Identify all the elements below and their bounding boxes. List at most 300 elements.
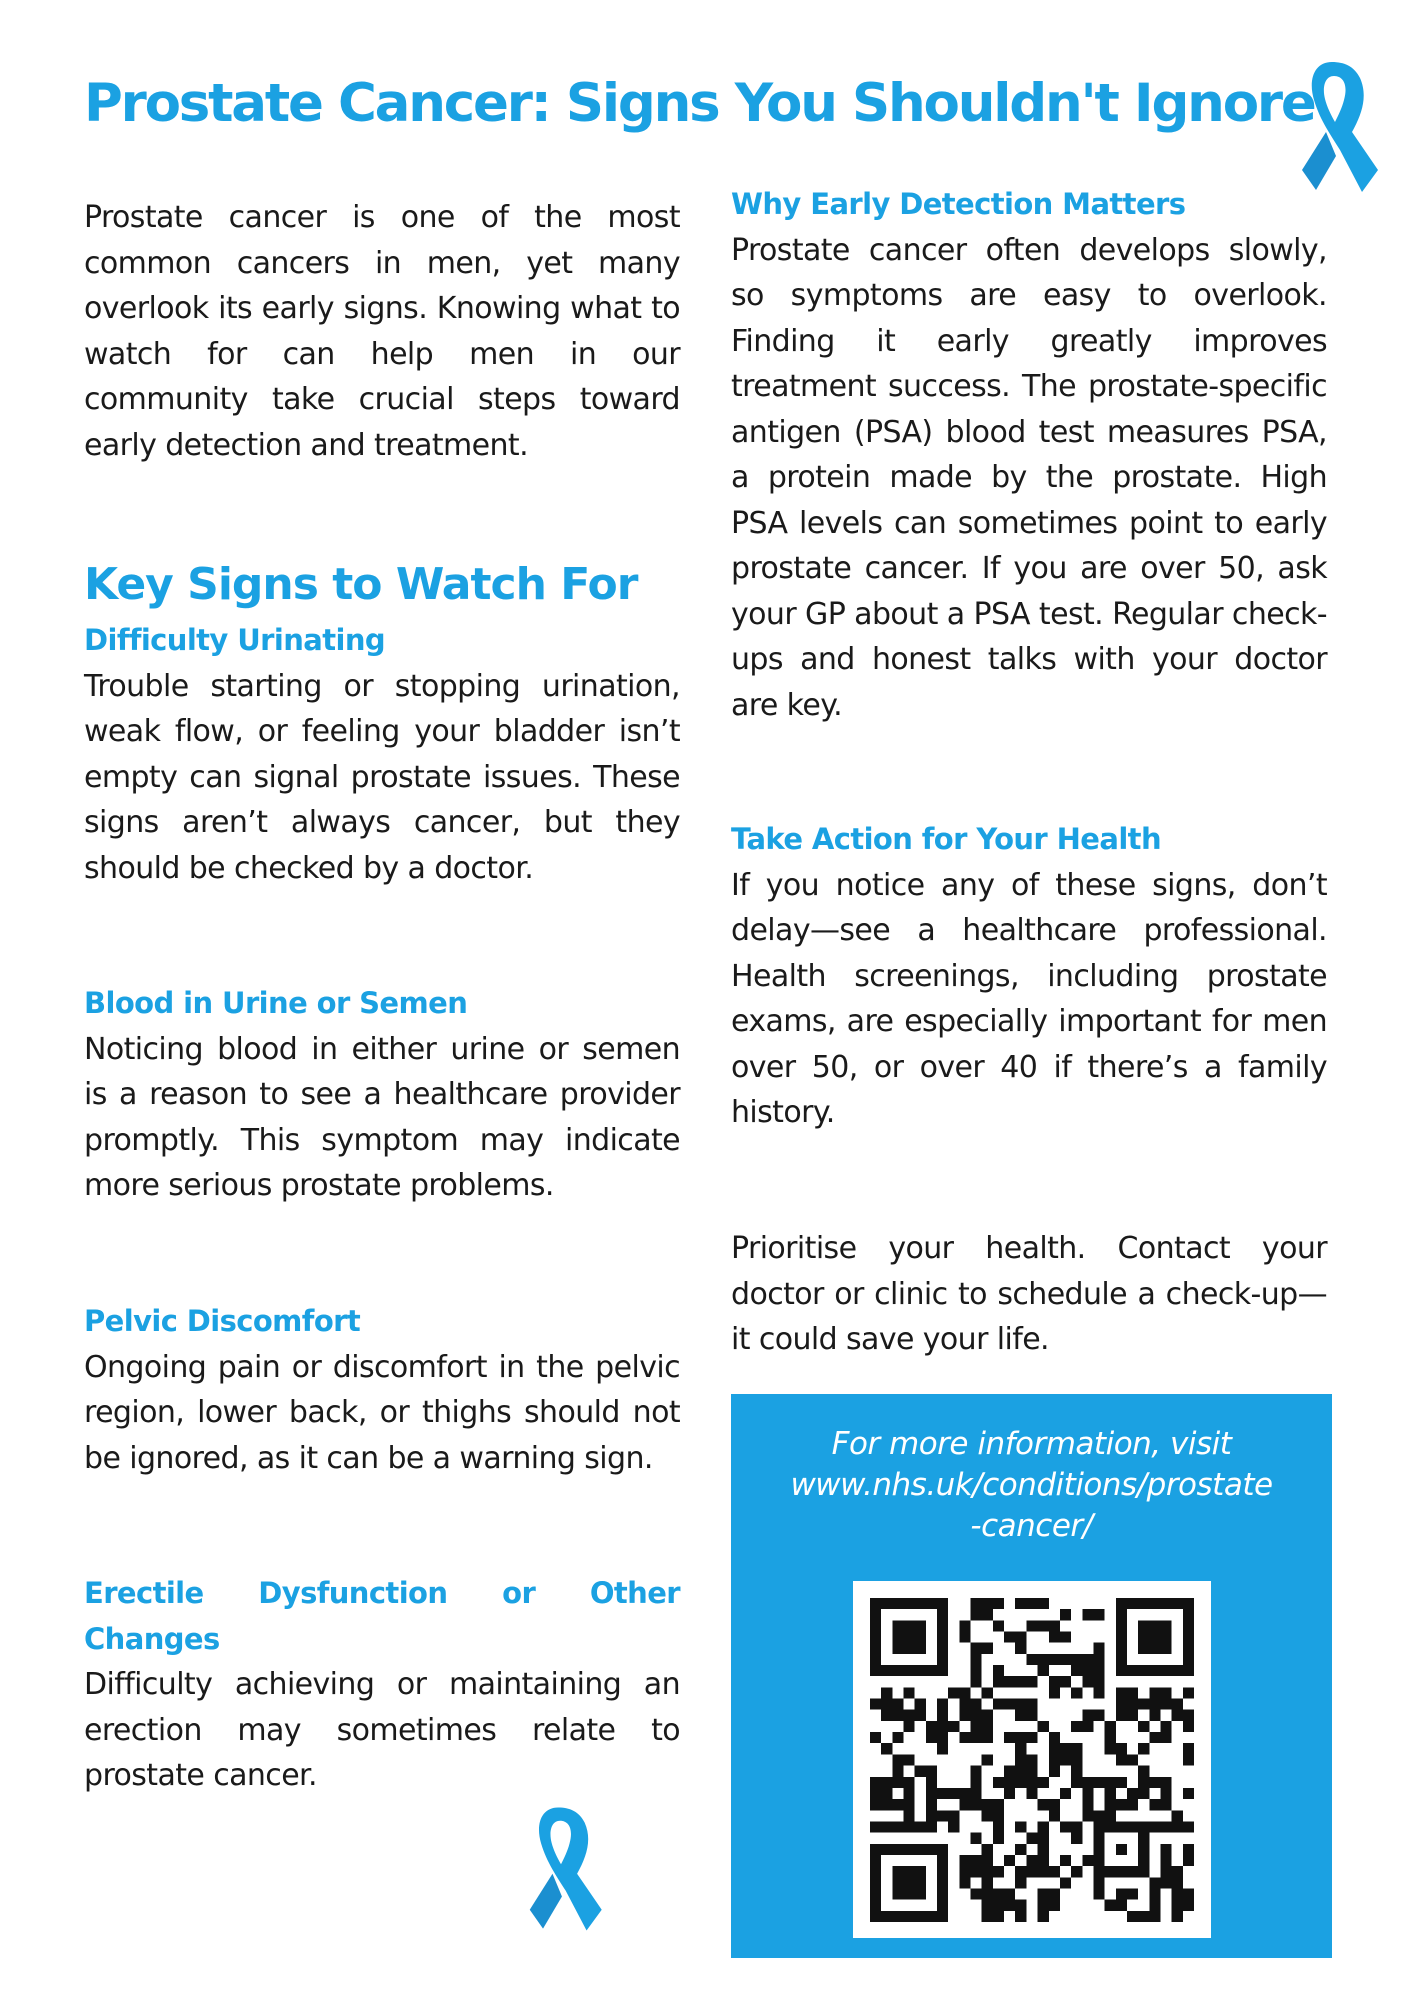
qr-module — [915, 1710, 926, 1721]
qr-module — [971, 1665, 982, 1676]
qr-module — [915, 1866, 926, 1877]
qr-module — [1116, 1888, 1127, 1899]
qr-module — [959, 1866, 970, 1877]
qr-module — [1160, 1788, 1171, 1799]
qr-module — [1160, 1699, 1171, 1710]
qr-module — [959, 1687, 970, 1698]
qr-module — [937, 1877, 948, 1888]
qr-module — [904, 1788, 915, 1799]
qr-module — [1172, 1699, 1183, 1710]
awareness-ribbon-icon — [518, 1798, 604, 1940]
qr-module — [982, 1877, 993, 1888]
sign-erectile-dysfunction — [84, 1571, 680, 1799]
qr-module — [1060, 1632, 1071, 1643]
qr-module — [982, 1754, 993, 1765]
qr-module — [1071, 1721, 1082, 1732]
qr-module — [982, 1721, 993, 1732]
qr-module — [993, 1799, 1004, 1810]
qr-module — [1116, 1844, 1127, 1855]
sign-heading: Blood in Urine or Semen — [84, 986, 468, 1020]
qr-module — [926, 1732, 937, 1743]
qr-module — [1138, 1632, 1149, 1643]
qr-module — [1183, 1788, 1194, 1799]
sign-heading: Difficulty Urinating — [84, 623, 386, 657]
qr-module — [1071, 1665, 1082, 1676]
qr-module — [1149, 1911, 1160, 1922]
qr-module — [1071, 1687, 1082, 1698]
qr-module — [1038, 1833, 1049, 1844]
qr-module — [982, 1609, 993, 1620]
qr-module — [1160, 1877, 1171, 1888]
qr-module — [1093, 1866, 1104, 1877]
qr-module — [926, 1598, 937, 1609]
qr-module — [1160, 1632, 1171, 1643]
qr-module — [971, 1643, 982, 1654]
qr-module — [937, 1888, 948, 1899]
qr-module — [1116, 1777, 1127, 1788]
qr-module — [1060, 1877, 1071, 1888]
qr-module — [993, 1911, 1004, 1922]
qr-module — [1116, 1900, 1127, 1911]
qr-module — [1082, 1665, 1093, 1676]
qr-module — [1026, 1710, 1037, 1721]
qr-module — [1093, 1665, 1104, 1676]
qr-module — [1116, 1609, 1127, 1620]
qr-module — [1138, 1598, 1149, 1609]
qr-module — [937, 1844, 948, 1855]
qr-module — [1116, 1799, 1127, 1810]
qr-module — [881, 1844, 892, 1855]
qr-module — [1026, 1676, 1037, 1687]
qr-module — [892, 1754, 903, 1765]
qr-module — [1049, 1900, 1060, 1911]
qr-module — [948, 1821, 959, 1832]
qr-module — [959, 1788, 970, 1799]
qr-module — [881, 1821, 892, 1832]
qr-module — [1004, 1777, 1015, 1788]
qr-module — [1149, 1710, 1160, 1721]
early-detection-text: Prostate cancer often develops slowly, so symptoms are easy to overlook. Finding it early greatly improves treatment success. The prostate-specific antigen (PSA) blood test measures PSA, a protein made by the prostate. High PSA levels can sometimes point to early prostate cancer. If you are over 50, ask your GP about a PSA test. Regular check-ups and honest talks with your doctor are key. — [731, 232, 1327, 723]
qr-module — [1105, 1821, 1116, 1832]
qr-module — [1127, 1665, 1138, 1676]
qr-module — [971, 1788, 982, 1799]
qr-module — [1071, 1754, 1082, 1765]
qr-module — [1038, 1799, 1049, 1810]
qr-module — [1015, 1754, 1026, 1765]
qr-module — [1093, 1821, 1104, 1832]
qr-module — [1183, 1598, 1194, 1609]
qr-module — [1082, 1799, 1093, 1810]
qr-module — [971, 1888, 982, 1899]
qr-module — [1038, 1855, 1049, 1866]
qr-module — [1004, 1788, 1015, 1799]
qr-module — [1183, 1643, 1194, 1654]
qr-module — [993, 1777, 1004, 1788]
qr-module — [1172, 1810, 1183, 1821]
take-action-text: If you notice any of these signs, don’t delay—see a healthcare professional. Health screenings, including prostate exams, are especially important for men over 50, or over 40 if there’s a family history. — [731, 867, 1327, 1130]
qr-module — [1038, 1866, 1049, 1877]
awareness-ribbon-icon — [1290, 52, 1380, 202]
qr-module — [1093, 1877, 1104, 1888]
qr-module — [937, 1643, 948, 1654]
qr-module — [892, 1888, 903, 1899]
qr-module — [915, 1632, 926, 1643]
qr-module — [1138, 1743, 1149, 1754]
qr-module — [937, 1665, 948, 1676]
qr-module — [1105, 1777, 1116, 1788]
qr-module — [1015, 1598, 1026, 1609]
qr-module — [982, 1888, 993, 1899]
qr-module — [870, 1777, 881, 1788]
qr-module — [926, 1844, 937, 1855]
qr-module — [1049, 1743, 1060, 1754]
qr-module — [1082, 1777, 1093, 1788]
qr-module — [1049, 1732, 1060, 1743]
qr-module — [1038, 1911, 1049, 1922]
qr-module — [904, 1888, 915, 1899]
qr-module — [1049, 1654, 1060, 1665]
qr-module — [1138, 1821, 1149, 1832]
qr-module — [1105, 1810, 1116, 1821]
qr-module — [1149, 1821, 1160, 1832]
qr-module — [1127, 1866, 1138, 1877]
qr-module — [870, 1844, 881, 1855]
qr-module — [881, 1911, 892, 1922]
qr-module — [915, 1877, 926, 1888]
qr-module — [1093, 1654, 1104, 1665]
qr-code-graphic — [870, 1598, 1194, 1922]
qr-module — [1149, 1598, 1160, 1609]
qr-module — [870, 1888, 881, 1899]
qr-module — [1038, 1598, 1049, 1609]
qr-module — [1038, 1844, 1049, 1855]
qr-module — [1015, 1911, 1026, 1922]
qr-module — [993, 1665, 1004, 1676]
qr-module — [1038, 1821, 1049, 1832]
qr-module — [892, 1699, 903, 1710]
qr-module — [1082, 1855, 1093, 1866]
qr-module — [1138, 1721, 1149, 1732]
qr-module — [982, 1866, 993, 1877]
qr-module — [870, 1877, 881, 1888]
qr-module — [1183, 1754, 1194, 1765]
qr-module — [1149, 1732, 1160, 1743]
qr-module — [1015, 1699, 1026, 1710]
qr-module — [915, 1844, 926, 1855]
qr-module — [1082, 1654, 1093, 1665]
qr-module — [1049, 1866, 1060, 1877]
qr-module — [904, 1844, 915, 1855]
qr-module — [1060, 1855, 1071, 1866]
qr-module — [881, 1799, 892, 1810]
qr-module — [1105, 1721, 1116, 1732]
qr-module — [1060, 1788, 1071, 1799]
qr-module — [1127, 1598, 1138, 1609]
qr-module — [959, 1699, 970, 1710]
qr-module — [993, 1676, 1004, 1687]
qr-module — [937, 1810, 948, 1821]
qr-module — [1172, 1665, 1183, 1676]
qr-module — [982, 1598, 993, 1609]
qr-module — [971, 1609, 982, 1620]
qr-module — [1026, 1866, 1037, 1877]
qr-module — [971, 1833, 982, 1844]
qr-module — [892, 1866, 903, 1877]
qr-module — [1082, 1710, 1093, 1721]
qr-module — [1082, 1810, 1093, 1821]
qr-module — [937, 1598, 948, 1609]
qr-module — [1049, 1799, 1060, 1810]
qr-module — [1071, 1821, 1082, 1832]
qr-module — [971, 1855, 982, 1866]
qr-module — [1093, 1833, 1104, 1844]
qr-module — [993, 1620, 1004, 1631]
qr-module — [870, 1866, 881, 1877]
qr-module — [1149, 1687, 1160, 1698]
qr-module — [1060, 1609, 1071, 1620]
qr-module — [1116, 1654, 1127, 1665]
qr-module — [1060, 1754, 1071, 1765]
page-title: Prostate Cancer: Signs You Shouldn't Ignore — [84, 73, 1315, 134]
qr-module — [1026, 1777, 1037, 1788]
qr-module — [1183, 1855, 1194, 1866]
qr-module — [1093, 1844, 1104, 1855]
qr-module — [915, 1598, 926, 1609]
sign-difficulty-urinating — [84, 618, 680, 891]
intro-block — [84, 195, 680, 468]
qr-module — [1038, 1777, 1049, 1788]
qr-module — [915, 1888, 926, 1899]
qr-module — [1149, 1777, 1160, 1788]
qr-module — [1183, 1620, 1194, 1631]
qr-module — [1138, 1788, 1149, 1799]
qr-module — [959, 1710, 970, 1721]
qr-module — [959, 1855, 970, 1866]
qr-module — [959, 1632, 970, 1643]
qr-module — [1038, 1900, 1049, 1911]
qr-module — [1049, 1810, 1060, 1821]
qr-module — [1149, 1665, 1160, 1676]
qr-module — [904, 1877, 915, 1888]
qr-module — [1160, 1598, 1171, 1609]
qr-module — [1183, 1743, 1194, 1754]
qr-module — [1138, 1777, 1149, 1788]
qr-module — [1038, 1888, 1049, 1899]
qr-module — [1049, 1766, 1060, 1777]
qr-module — [926, 1810, 937, 1821]
qr-module — [892, 1844, 903, 1855]
sign-text: Noticing blood in either urine or semen is a reason to see a healthcare provider promptly. This symptom may indicate more serious prostate problems. — [84, 1031, 680, 1203]
qr-module — [1026, 1766, 1037, 1777]
qr-module — [904, 1911, 915, 1922]
qr-module — [926, 1821, 937, 1832]
qr-module — [904, 1721, 915, 1732]
qr-module — [1015, 1777, 1026, 1788]
qr-module — [1082, 1721, 1093, 1732]
qr-code[interactable] — [853, 1581, 1211, 1938]
qr-module — [1172, 1821, 1183, 1832]
qr-module — [1138, 1844, 1149, 1855]
qr-module — [1026, 1732, 1037, 1743]
qr-module — [1149, 1877, 1160, 1888]
qr-module — [892, 1710, 903, 1721]
qr-module — [926, 1766, 937, 1777]
qr-module — [937, 1743, 948, 1754]
qr-module — [971, 1866, 982, 1877]
qr-module — [870, 1799, 881, 1810]
qr-module — [1038, 1620, 1049, 1631]
qr-module — [982, 1911, 993, 1922]
qr-module — [1116, 1620, 1127, 1631]
qr-module — [915, 1821, 926, 1832]
info-link[interactable]: www.nhs.uk/conditions/prostate — [790, 1467, 1273, 1503]
qr-module — [1049, 1888, 1060, 1899]
qr-module — [1004, 1888, 1015, 1899]
sign-heading: Erectile Dysfunction or Other Changes — [84, 1576, 680, 1656]
key-signs-block — [84, 557, 680, 613]
qr-module — [904, 1687, 915, 1698]
qr-module — [1105, 1788, 1116, 1799]
qr-module — [1172, 1900, 1183, 1911]
qr-module — [870, 1632, 881, 1643]
qr-module — [1038, 1665, 1049, 1676]
qr-module — [1105, 1866, 1116, 1877]
qr-module — [1015, 1643, 1026, 1654]
qr-module — [993, 1900, 1004, 1911]
qr-module — [1015, 1676, 1026, 1687]
qr-module — [926, 1799, 937, 1810]
qr-module — [1004, 1855, 1015, 1866]
qr-module — [937, 1632, 948, 1643]
qr-module — [892, 1777, 903, 1788]
qr-module — [1004, 1632, 1015, 1643]
qr-module — [1026, 1855, 1037, 1866]
qr-module — [881, 1598, 892, 1609]
qr-module — [892, 1799, 903, 1810]
qr-module — [1149, 1888, 1160, 1899]
qr-module — [1015, 1732, 1026, 1743]
qr-module — [1116, 1866, 1127, 1877]
qr-module — [1183, 1721, 1194, 1732]
qr-module — [915, 1620, 926, 1631]
qr-module — [1060, 1743, 1071, 1754]
qr-module — [1015, 1710, 1026, 1721]
take-action-heading: Take Action for Your Health — [731, 822, 1161, 856]
qr-module — [904, 1777, 915, 1788]
qr-module — [904, 1620, 915, 1631]
qr-module — [1071, 1833, 1082, 1844]
qr-module — [1127, 1710, 1138, 1721]
qr-module — [892, 1732, 903, 1743]
qr-module — [881, 1665, 892, 1676]
qr-module — [1004, 1900, 1015, 1911]
qr-module — [1015, 1766, 1026, 1777]
qr-module — [993, 1866, 1004, 1877]
qr-module — [1026, 1699, 1037, 1710]
qr-module — [1015, 1821, 1026, 1832]
qr-module — [1004, 1699, 1015, 1710]
qr-module — [959, 1799, 970, 1810]
qr-module — [937, 1788, 948, 1799]
qr-module — [982, 1855, 993, 1866]
qr-module — [1127, 1911, 1138, 1922]
qr-module — [1071, 1654, 1082, 1665]
qr-module — [1015, 1866, 1026, 1877]
qr-module — [1026, 1654, 1037, 1665]
qr-module — [971, 1732, 982, 1743]
qr-module — [1183, 1900, 1194, 1911]
sign-heading: Pelvic Discomfort — [84, 1304, 361, 1338]
qr-module — [870, 1900, 881, 1911]
qr-module — [1060, 1821, 1071, 1832]
qr-module — [892, 1665, 903, 1676]
qr-module — [1049, 1687, 1060, 1698]
qr-module — [948, 1788, 959, 1799]
qr-module — [1183, 1632, 1194, 1643]
qr-module — [993, 1598, 1004, 1609]
qr-module — [1116, 1699, 1127, 1710]
qr-module — [870, 1821, 881, 1832]
qr-module — [1172, 1710, 1183, 1721]
qr-module — [982, 1799, 993, 1810]
qr-module — [1026, 1620, 1037, 1631]
qr-module — [881, 1743, 892, 1754]
qr-module — [926, 1911, 937, 1922]
qr-module — [1060, 1676, 1071, 1687]
qr-module — [904, 1799, 915, 1810]
qr-module — [1026, 1754, 1037, 1765]
qr-module — [1127, 1888, 1138, 1899]
qr-module — [1160, 1732, 1171, 1743]
qr-module — [926, 1665, 937, 1676]
qr-module — [982, 1643, 993, 1654]
qr-module — [1093, 1687, 1104, 1698]
qr-module — [904, 1710, 915, 1721]
key-signs-heading: Key Signs to Watch For — [84, 559, 638, 610]
qr-module — [892, 1632, 903, 1643]
qr-module — [1082, 1788, 1093, 1799]
qr-module — [870, 1732, 881, 1743]
qr-module — [1015, 1632, 1026, 1643]
qr-module — [1149, 1620, 1160, 1631]
qr-module — [1138, 1643, 1149, 1654]
qr-module — [915, 1665, 926, 1676]
qr-module — [881, 1777, 892, 1788]
qr-module — [982, 1687, 993, 1698]
qr-module — [1026, 1598, 1037, 1609]
qr-module — [1116, 1632, 1127, 1643]
qr-module — [1093, 1643, 1104, 1654]
info-box — [731, 1394, 1332, 1958]
qr-module — [1026, 1788, 1037, 1799]
qr-module — [1183, 1844, 1194, 1855]
qr-module — [1138, 1665, 1149, 1676]
qr-module — [904, 1598, 915, 1609]
qr-module — [870, 1699, 881, 1710]
qr-module — [1160, 1855, 1171, 1866]
qr-module — [1160, 1687, 1171, 1698]
qr-module — [870, 1665, 881, 1676]
qr-module — [937, 1654, 948, 1665]
qr-module — [1172, 1877, 1183, 1888]
qr-module — [937, 1609, 948, 1620]
intro-text: Prostate cancer is one of the most common cancers in men, yet many overlook its early signs. Knowing what to watch for can help men in our community take crucial steps toward early detection and treatment. — [84, 200, 680, 463]
qr-module — [993, 1699, 1004, 1710]
qr-module — [1183, 1888, 1194, 1899]
qr-module — [1149, 1643, 1160, 1654]
info-link-continued[interactable]: -cancer/ — [970, 1508, 1093, 1544]
qr-module — [1015, 1844, 1026, 1855]
